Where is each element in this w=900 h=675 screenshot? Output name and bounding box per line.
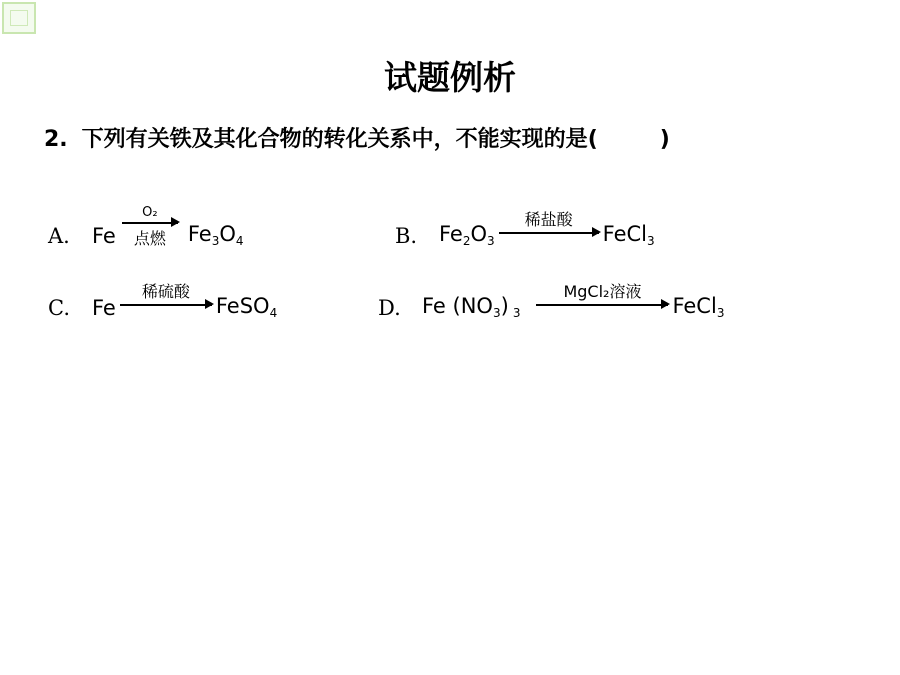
- option-c[interactable]: [48, 282, 278, 320]
- question-number: 2.: [44, 127, 68, 152]
- option-letter: D.: [378, 296, 401, 320]
- reactant: $Fe_2O_3$: [439, 222, 495, 248]
- option-letter: B.: [395, 224, 418, 248]
- arrow-condition-below: 点燃: [133, 229, 166, 248]
- product: FeSO$_4$: [215, 294, 278, 320]
- reaction-arrow: [497, 210, 601, 248]
- product: $Fe_3O_4$: [187, 222, 244, 248]
- reaction-arrow: [118, 282, 214, 320]
- arrow-condition-above: 稀盐酸: [524, 210, 573, 229]
- question-text: 下列有关铁及其化合物的转化关系中，不能实现的是: [81, 127, 588, 152]
- arrow-condition-above: MgCl₂溶液: [563, 282, 642, 301]
- arrow-condition-above: O₂: [142, 205, 158, 220]
- question-stem: [44, 122, 670, 153]
- reaction-arrow: [534, 282, 670, 320]
- arrow-condition-above: 稀硫酸: [141, 282, 190, 301]
- option-letter: A.: [48, 224, 70, 248]
- reactant: Fe: [92, 224, 116, 248]
- product: FeCl$_3$: [672, 294, 725, 320]
- answer-bracket: ( ): [587, 127, 670, 152]
- reactant: Fe: [92, 296, 116, 320]
- product: FeCl$_3$: [602, 222, 655, 248]
- option-letter: C.: [48, 296, 70, 320]
- option-a[interactable]: [48, 205, 244, 248]
- reaction-arrow: [120, 205, 180, 248]
- option-d[interactable]: [378, 282, 725, 320]
- option-b[interactable]: [395, 210, 655, 248]
- reactant: Fe $(NO_3)$ $_3$: [422, 294, 521, 320]
- corner-decoration: [2, 2, 36, 34]
- slide-title: 试题例析: [384, 58, 516, 97]
